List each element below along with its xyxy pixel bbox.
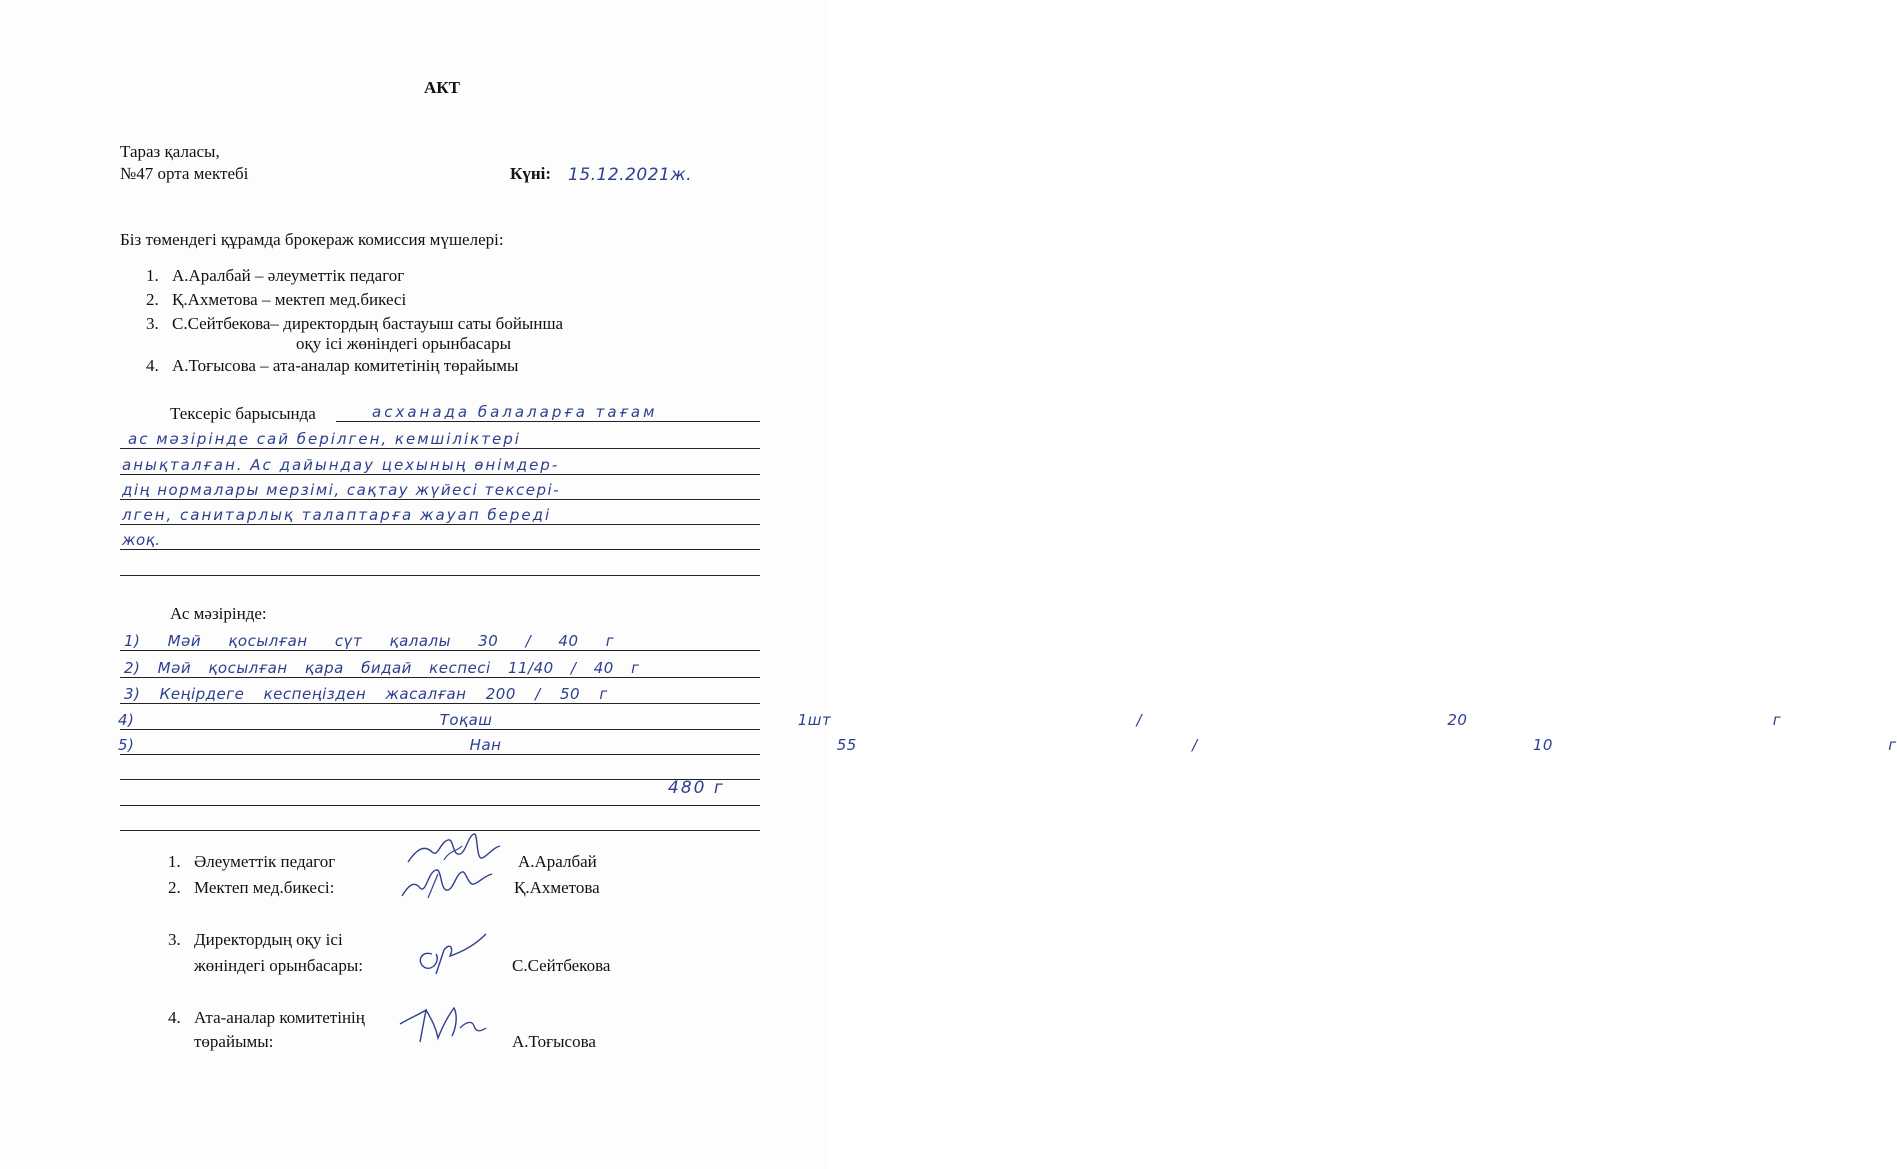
menu-rule-5 xyxy=(120,754,760,755)
handwritten-menu-line-4: 4) Тоқаш 1шт / 20 г xyxy=(118,711,1782,729)
signature-4 xyxy=(396,998,496,1050)
handwritten-inspection-line-6: жоқ. xyxy=(122,531,161,549)
signatory-role-1: 1. Әлеуметтік педагог xyxy=(168,852,336,871)
school-line: №47 орта мектебі xyxy=(120,164,249,183)
signature-2 xyxy=(398,862,498,902)
city-line: Тараз қаласы, xyxy=(120,142,220,161)
handwritten-inspection-line-3: анықталған. Ас дайындау цехының өнімдер- xyxy=(122,456,560,474)
menu-rule-6 xyxy=(120,779,760,780)
handwritten-menu-total: 480 г xyxy=(668,778,725,798)
menu-rule-2 xyxy=(120,677,760,678)
member-item-3: 3. С.Сейтбекова– директордың бастауыш саты бойынша xyxy=(146,314,564,333)
intro-text: Біз төмендегі құрамда брокераж комиссия мүшелері: xyxy=(120,230,504,249)
signatory-name-4: А.Тоғысова xyxy=(512,1032,596,1051)
date-label: Күні: xyxy=(510,164,552,183)
handwritten-inspection-line-5: лген, санитарлық талаптарға жауап береді xyxy=(122,506,552,524)
member-item-2: 2. Қ.Ахметова – мектеп мед.бикесі xyxy=(146,290,407,309)
member-item-3-continued: оқу ісі жөніндегі орынбасары xyxy=(296,334,511,353)
signatory-name-1: А.Аралбай xyxy=(518,852,597,871)
menu-rule-4 xyxy=(120,729,760,730)
signatory-name-3: С.Сейтбекова xyxy=(512,956,611,975)
handwritten-inspection-line-1: асханада балаларға тағам xyxy=(372,403,658,421)
handwritten-menu-line-5: 5) Нан 55 / 10 г xyxy=(118,736,1897,754)
signatory-role-3: 3. Директордың оқу ісі xyxy=(168,930,343,949)
inspection-label: Тексеріс барысында xyxy=(170,404,316,423)
signatory-role-3-continued: жөніндегі орынбасары: xyxy=(194,956,363,975)
handwritten-menu-line-3: 3) Кеңірдеге кеспеңізден жасалған 200 / 50 г xyxy=(124,685,608,703)
signatory-role-2: 2. Мектеп мед.бикесі: xyxy=(168,878,335,897)
menu-label: Ас мәзірінде: xyxy=(170,604,267,623)
member-item-1: 1. А.Аралбай – әлеуметтік педагог xyxy=(146,266,405,285)
inspection-rule-6 xyxy=(120,549,760,550)
inspection-rule-4 xyxy=(120,499,760,500)
handwritten-inspection-line-4: дің нормалары мерзімі, сақтау жүйесі тексері- xyxy=(122,481,561,499)
menu-rule-1 xyxy=(120,650,760,651)
handwritten-inspection-line-2: ас мәзірінде сай берілген, кемшіліктері xyxy=(128,430,521,448)
date-value: 15.12.2021ж. xyxy=(568,165,693,185)
inspection-rule-5 xyxy=(120,524,760,525)
signature-3 xyxy=(410,930,500,980)
signatory-name-2: Қ.Ахметова xyxy=(514,878,600,897)
signatory-role-4-continued: төрайымы: xyxy=(194,1032,274,1051)
menu-rule-7 xyxy=(120,805,760,806)
handwritten-menu-line-1: 1) Мәй қосылған сүт қалалы 30 / 40 г xyxy=(124,632,615,650)
member-item-4: 4. А.Тоғысова – ата-аналар комитетінің төрайымы xyxy=(146,356,519,375)
document-title: АКТ xyxy=(424,78,460,97)
inspection-rule-7 xyxy=(120,575,760,576)
signatory-role-4: 4. Ата-аналар комитетінің xyxy=(168,1008,365,1027)
inspection-rule-3 xyxy=(120,474,760,475)
handwritten-menu-line-2: 2) Мәй қосылған қара бидай кеспесі 11/40 / 40 г xyxy=(124,659,640,677)
inspection-rule-1 xyxy=(336,421,760,422)
menu-rule-3 xyxy=(120,703,760,704)
inspection-rule-2 xyxy=(120,448,760,449)
